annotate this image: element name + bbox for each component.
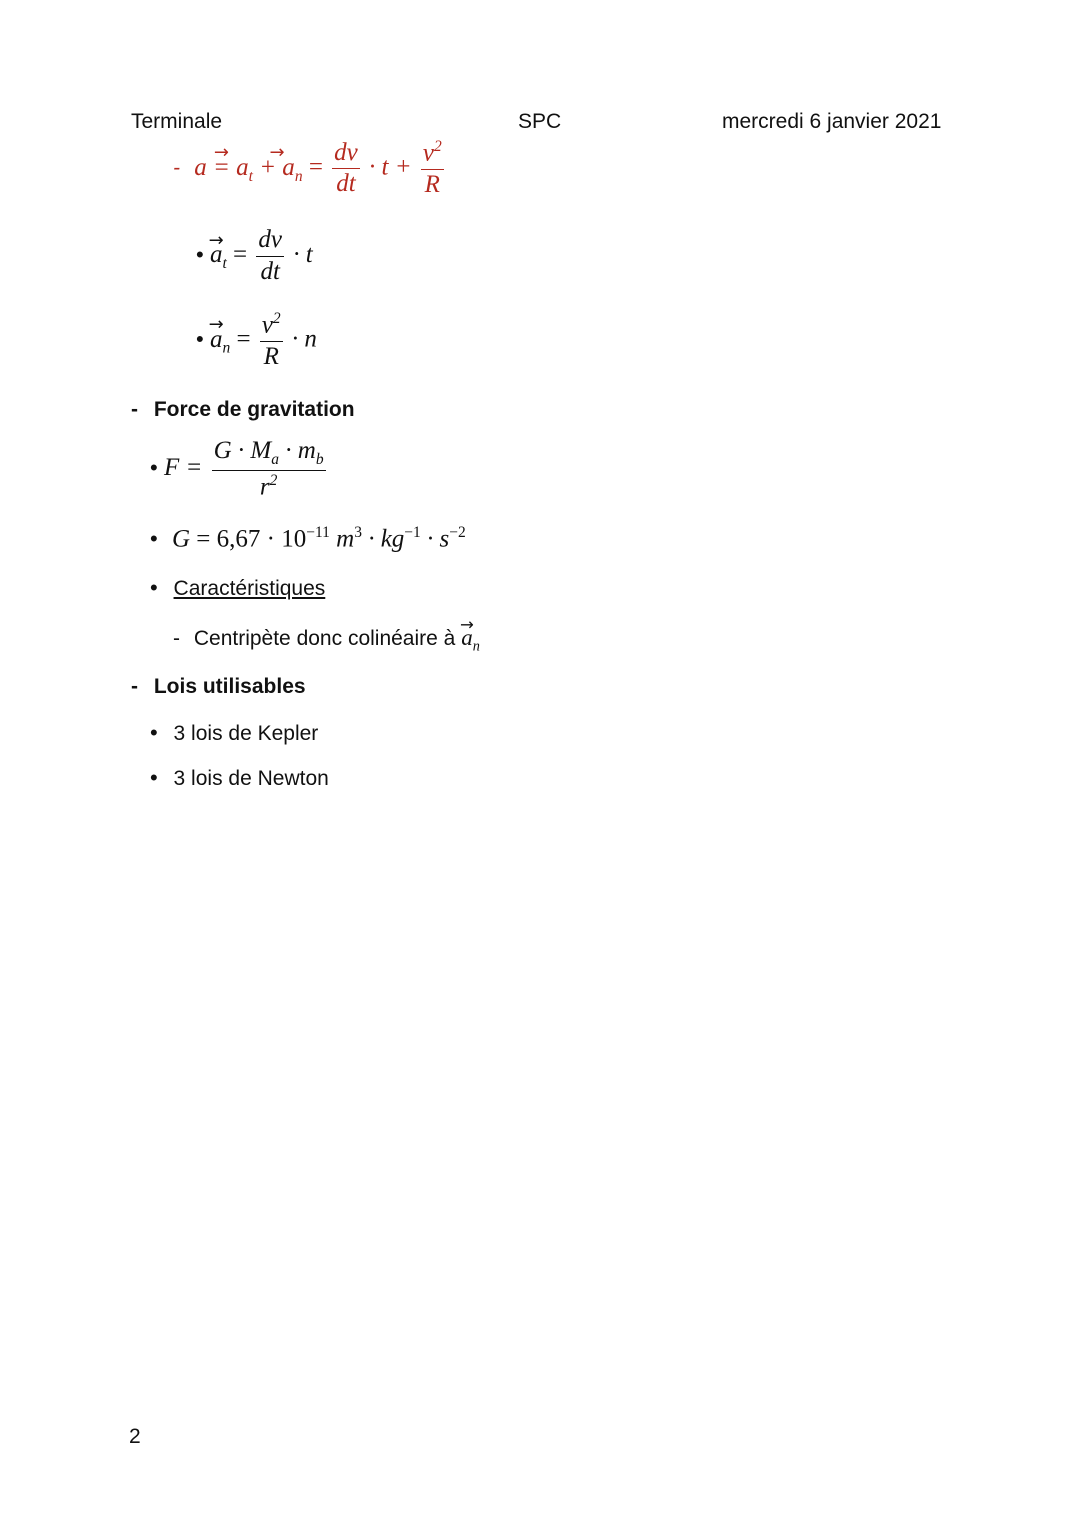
gravitation-formula: • F = $\frac{G \cdot M_a \cdot m_b}{r^2}$ bbox=[150, 437, 324, 501]
section-laws: - Lois utilisables bbox=[131, 675, 306, 698]
newton-laws: 3 lois de Newton bbox=[173, 767, 329, 790]
kepler-laws: 3 lois de Kepler bbox=[173, 722, 319, 745]
tangential-acceleration: • → $a_t$ = $\frac{dv}{dt}$ · t bbox=[196, 226, 313, 287]
section-gravitation: - Force de gravitation bbox=[131, 398, 355, 421]
gravitational-constant: • $G = 6,67 \cdot 10^{-11}$ $m^3 \cdot kg^{-1} \cdot s^{-2}$ bbox=[150, 524, 466, 553]
tangent-vector-term: · t + bbox=[369, 153, 412, 181]
gravitation-fraction: $\frac{G \cdot M_a \cdot m_b}{r^2}$ bbox=[213, 437, 324, 501]
normal-acceleration: • → $a_n$ = $\frac{v^2}{R}$ · n bbox=[196, 310, 317, 372]
tangential-fraction: $\frac{dv}{dt}$ bbox=[258, 226, 282, 285]
characteristics-label: Caractéristiques bbox=[173, 577, 326, 600]
acceleration-lhs: → $a = a_t$ → + $a_n$ bbox=[194, 154, 302, 181]
header-left: Terminale bbox=[131, 110, 223, 133]
header-right: mercredi 6 janvier 2021 bbox=[722, 110, 942, 133]
normal-fraction: $\frac{v^2}{R}$ bbox=[261, 310, 281, 371]
header-center: SPC bbox=[518, 110, 562, 133]
list-item: • 3 lois de Newton bbox=[150, 765, 329, 790]
characteristics-item: • Caractéristiques bbox=[150, 575, 326, 600]
section-laws-title: Lois utilisables bbox=[153, 675, 306, 698]
dv-dt-fraction: $\frac{dv}{dt}$ bbox=[334, 138, 358, 198]
acceleration-equation: - → $a = a_t$ → + $a_n$ = $\frac{dv}{dt}$ · t + $\frac{v^2}{R}$ bbox=[173, 138, 447, 200]
v2-over-R-fraction: $\frac{v^2}{R}$ bbox=[422, 138, 442, 199]
section-gravitation-title: Force de gravitation bbox=[153, 398, 355, 421]
equation-dash: - bbox=[173, 156, 180, 180]
page-number: 2 bbox=[129, 1425, 141, 1448]
centripetal-note: - Centripète donc colinéaire à → $a_n$ bbox=[173, 625, 480, 656]
list-item: • 3 lois de Kepler bbox=[150, 720, 319, 745]
